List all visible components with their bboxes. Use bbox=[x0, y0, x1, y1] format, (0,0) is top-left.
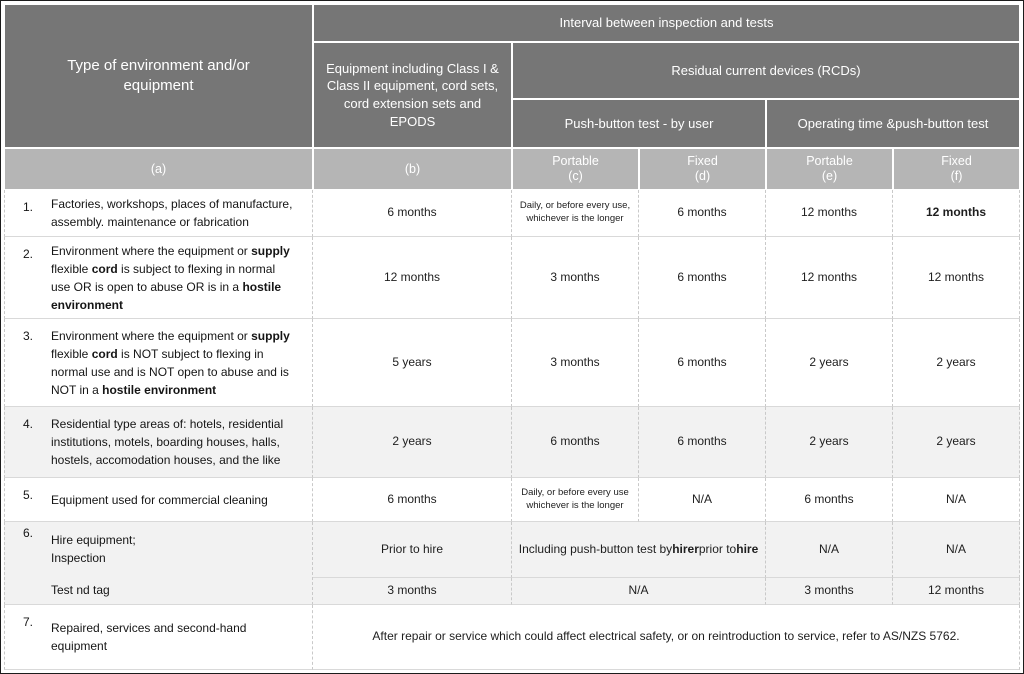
row-3-number: 3. bbox=[23, 329, 34, 343]
row-6-test-tag-label bbox=[23, 576, 298, 603]
column-c-letter: (c) bbox=[568, 169, 583, 183]
row-2-label: Environment where the equipment or supply flexible cord is subject to flexing in normal use OR is open to abuse OR is in a hostile environment bbox=[51, 243, 290, 312]
row-3-label-cell bbox=[4, 319, 313, 407]
cell-r6a-e: N/A bbox=[766, 522, 893, 578]
header-rcd-label: Residual current devices (RCDs) bbox=[671, 62, 861, 78]
column-e-letter: (e) bbox=[821, 169, 838, 183]
row-5-number: 5. bbox=[23, 488, 34, 502]
column-header-f bbox=[893, 148, 1020, 190]
row-1-number: 1. bbox=[23, 200, 34, 214]
cell-r4-c: 6 months bbox=[512, 407, 639, 478]
header-equipment-class-label: Equipment including Class I & Class II equipment, cord sets, cord extension sets and EPODS bbox=[326, 60, 499, 129]
header-interval-label: Interval between inspection and tests bbox=[559, 15, 774, 31]
column-a-label: (a) bbox=[150, 161, 167, 176]
cell-r7-merged: After repair or service which could affect electrical safety, or on reintroduction to service, refer to AS/NZS 5762. bbox=[313, 605, 1020, 670]
header-environment-equipment-label: Type of environment and/or equipment bbox=[67, 56, 250, 94]
cell-r4-f: 2 years bbox=[893, 407, 1020, 478]
column-b-label: (b) bbox=[404, 161, 421, 176]
cell-r2-c: 3 months bbox=[512, 237, 639, 319]
row-3-label: Environment where the equipment or supply flexible cord is NOT subject to flexing in normal use and is NOT open to abuse and is NOT in a hostile environment bbox=[51, 328, 290, 397]
header-push-button-test bbox=[512, 99, 766, 148]
header-operating-time bbox=[766, 99, 1020, 148]
cell-r6a-f: N/A bbox=[893, 522, 1020, 578]
row-6-label-line2: Inspection bbox=[51, 551, 106, 565]
cell-r2-f: 12 months bbox=[893, 237, 1020, 319]
column-d-title: Fixed bbox=[687, 154, 718, 168]
cell-r4-b: 2 years bbox=[313, 407, 512, 478]
row-2-number: 2. bbox=[23, 247, 34, 261]
column-header-e bbox=[766, 148, 893, 190]
cell-r1-c bbox=[512, 190, 639, 237]
cell-r4-e: 2 years bbox=[766, 407, 893, 478]
column-header-a bbox=[4, 148, 313, 190]
cell-r4-d: 6 months bbox=[639, 407, 766, 478]
cell-r5-f: N/A bbox=[893, 478, 1020, 522]
row-6-number: 6. bbox=[23, 526, 34, 540]
column-e-title: Portable bbox=[806, 154, 853, 168]
row-7-label-cell bbox=[4, 605, 313, 670]
row-6-label-cell bbox=[4, 522, 313, 605]
cell-r6b-f: 12 months bbox=[893, 578, 1020, 605]
cell-r1-c-line2: whichever is the longer bbox=[526, 213, 624, 224]
row-5-label: Equipment used for commercial cleaning bbox=[51, 492, 268, 507]
cell-r6b-e: 3 months bbox=[766, 578, 893, 605]
column-d-letter: (d) bbox=[694, 169, 711, 183]
cell-r3-c: 3 months bbox=[512, 319, 639, 407]
column-header-b bbox=[313, 148, 512, 190]
cell-r3-f: 2 years bbox=[893, 319, 1020, 407]
row-2-label-cell bbox=[4, 237, 313, 319]
row-6-inspection-label bbox=[23, 522, 298, 576]
cell-r5-c-line1: Daily, or before every use bbox=[521, 486, 629, 498]
row-6-label-line3: Test nd tag bbox=[51, 582, 110, 597]
cell-r2-b: 12 months bbox=[313, 237, 512, 319]
cell-r5-c bbox=[512, 478, 639, 522]
cell-r3-e: 2 years bbox=[766, 319, 893, 407]
row-7-label: Repaired, services and second-hand equipment bbox=[51, 621, 247, 653]
header-operating-time-label: Operating time &push-button test bbox=[797, 115, 989, 131]
header-environment-equipment bbox=[4, 4, 313, 148]
cell-r2-e: 12 months bbox=[766, 237, 893, 319]
cell-r1-d: 6 months bbox=[639, 190, 766, 237]
header-equipment-class bbox=[313, 42, 512, 148]
cell-r1-f: 12 months bbox=[893, 190, 1020, 237]
column-header-d bbox=[639, 148, 766, 190]
header-push-button-test-label: Push-button test - by user bbox=[564, 115, 714, 131]
cell-r6b-cd: N/A bbox=[512, 578, 766, 605]
cell-r5-c-line2: whichever is the longer bbox=[526, 499, 624, 511]
cell-r5-d: N/A bbox=[639, 478, 766, 522]
row-1-label-cell bbox=[4, 190, 313, 237]
cell-r3-b: 5 years bbox=[313, 319, 512, 407]
cell-r3-d: 6 months bbox=[639, 319, 766, 407]
row-4-label: Residential type areas of: hotels, residential institutions, motels, boarding houses, halls, hostels, accomodation houses, and the like bbox=[51, 417, 284, 467]
row-6-label-line1: Hire equipment; bbox=[51, 533, 136, 547]
header-rcd bbox=[512, 42, 1020, 99]
cell-r1-c-line1: Daily, or before every use, bbox=[519, 200, 631, 212]
row-6-number-spacer bbox=[23, 576, 51, 578]
cell-r6a-cd: Including push-button test by hirer prior to hire bbox=[512, 522, 766, 578]
cell-r5-e: 6 months bbox=[766, 478, 893, 522]
column-f-title: Fixed bbox=[941, 154, 972, 168]
cell-r1-b: 6 months bbox=[313, 190, 512, 237]
cell-r6a-b: Prior to hire bbox=[313, 522, 512, 578]
column-c-title: Portable bbox=[552, 154, 599, 168]
cell-r5-b: 6 months bbox=[313, 478, 512, 522]
row-7-number: 7. bbox=[23, 615, 34, 629]
cell-r2-d: 6 months bbox=[639, 237, 766, 319]
cell-r6b-b: 3 months bbox=[313, 578, 512, 605]
cell-r1-e: 12 months bbox=[766, 190, 893, 237]
row-4-number: 4. bbox=[23, 417, 34, 431]
table-grid bbox=[4, 4, 1020, 670]
header-interval bbox=[313, 4, 1020, 42]
column-header-c bbox=[512, 148, 639, 190]
row-5-label-cell bbox=[4, 478, 313, 522]
column-f-letter: (f) bbox=[950, 169, 963, 183]
row-1-label: Factories, workshops, places of manufacture, assembly. maintenance or fabrication bbox=[51, 197, 293, 229]
row-4-label-cell bbox=[4, 407, 313, 478]
row-6-label-lines bbox=[51, 531, 298, 567]
